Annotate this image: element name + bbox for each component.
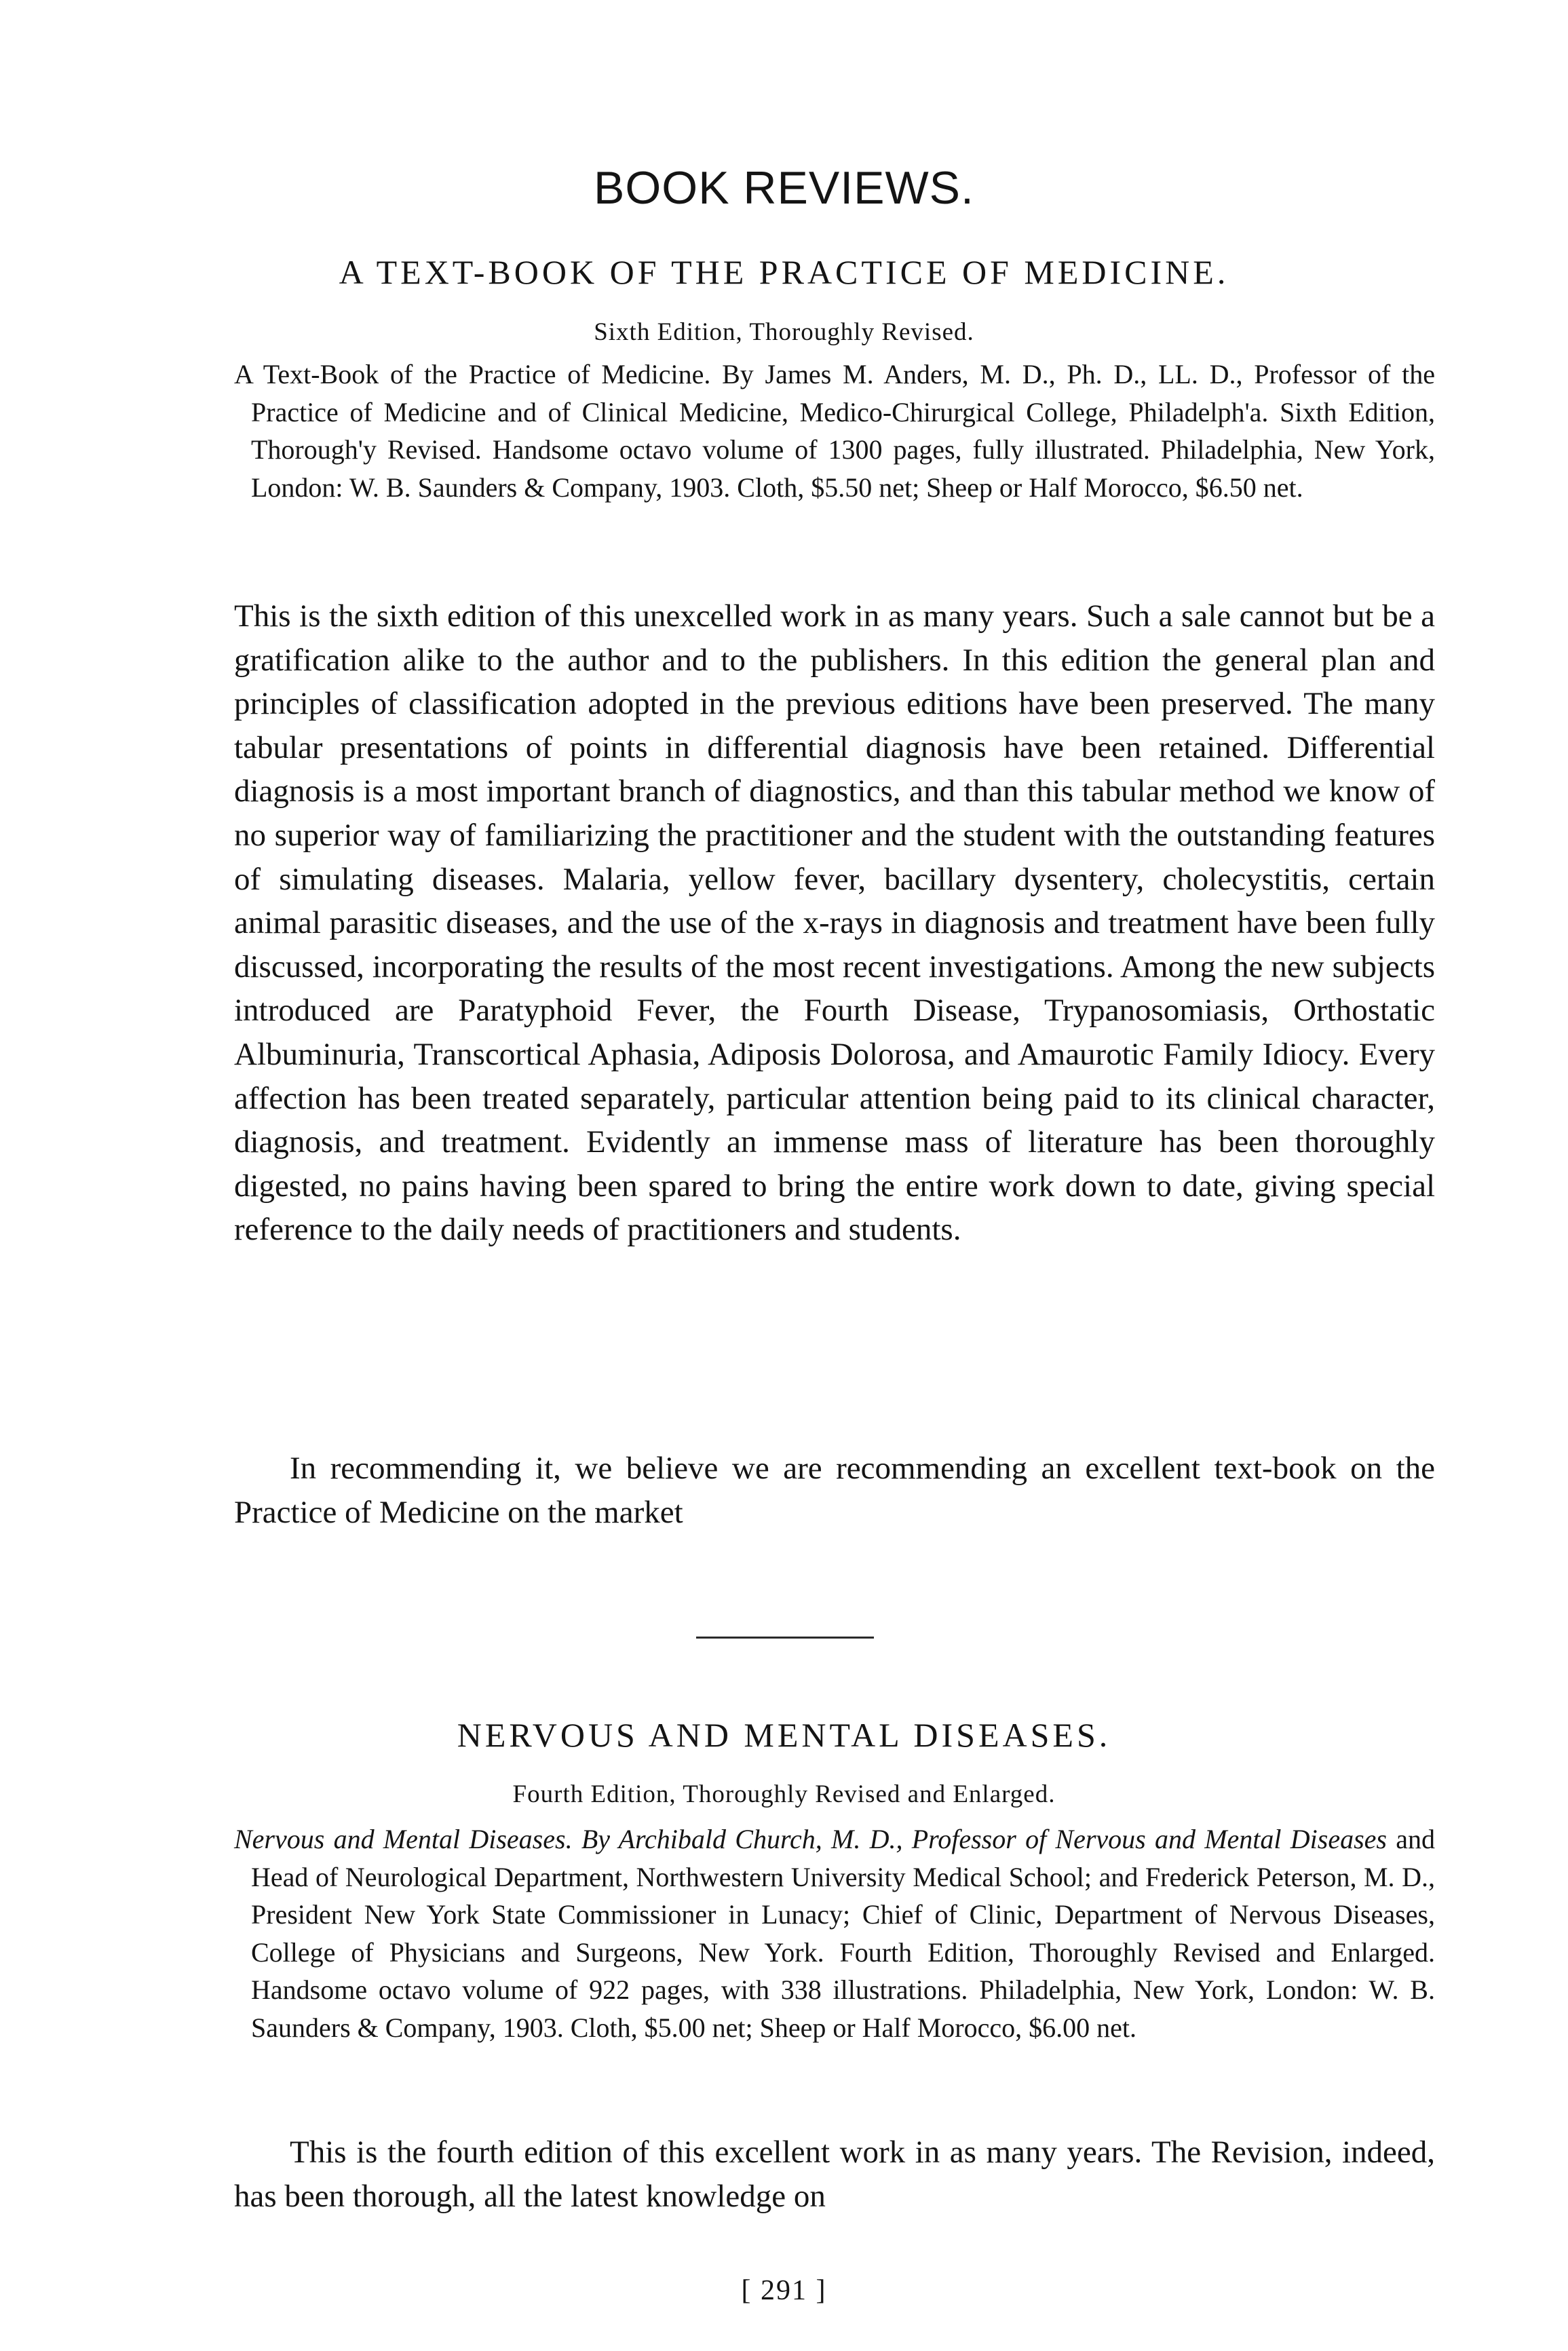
review-paragraph: In recommending it, we believe we are recommending an excellent text-book on the Practice of Medicine on the market: [234, 1451, 1435, 1530]
cited-book-title: A Text-Book of the Practice of Medicine.: [234, 359, 711, 389]
book-citation: [234, 1820, 1435, 2046]
review-paragraph: This is the fourth edition of this excellent work in as many years. The Revision, indeed, has been thorough, all the latest knowledge on: [234, 2135, 1435, 2214]
review-title: A TEXT-BOOK OF THE PRACTICE OF MEDICINE.: [339, 253, 1229, 291]
page-number: [ 291 ]: [741, 2275, 827, 2306]
cited-book-title: Nervous and Mental Diseases.: [234, 1824, 573, 1854]
section-divider: [696, 1637, 874, 1639]
edition-note: Sixth Edition, Thoroughly Revised.: [594, 318, 974, 346]
citation-details: and Head of Neurological Department, Northwestern University Medical School; and Frederick Peterson, M. D., President New York State Commissioner in Lunacy; Chief of Clinic, Department of Nervous Diseases, College of Physicians and Surgeons, New York. Fourth Edition, Thoroughly Revised and Enlarged. Handsome octavo volume of 922 pages, with 338 illustrations. Philadelphia, New York, London: W. B. Saunders & Company, 1903. Cloth, $5.00 net; Sheep or Half Morocco, $6.00 net.: [251, 1824, 1435, 2043]
citation-details: By James M. Anders, M. D., Ph. D., LL. D., Professor of the Practice of Medicine and of Clinical Medicine, Medico-Chirurgical College, Philadelph'a. Sixth Edition, Thorough'y Revised. Handsome octavo volume of 1300 pages, fully illustrated. Philadelphia, New York, London: W. B. Saunders & Company, 1903. Cloth, $5.50 net; Sheep or Half Morocco, $6.50 net.: [251, 359, 1435, 503]
review-title: NERVOUS AND MENTAL DISEASES.: [457, 1716, 1111, 1754]
review-paragraph: This is the sixth edition of this unexcelled work in as many years. Such a sale cannot but be a gratification alike to the author and to the publishers. In this edition the general plan and principles of classification adopted in the previous editions have been preserved. The many tabular presentations of points in differential diagnosis have been retained. Differential diagnosis is a most important branch of diagnostics, and than this tabular method we know of no superior way of familiarizing the practitioner and the student with the outstanding features of simulating diseases. Malaria, yellow fever, bacillary dysentery, cholecystitis, certain animal parasitic diseases, and the use of the x-rays in diagnosis and treatment have been fully discussed, incorporating the results of the most recent investigations. Among the new subjects introduced are Paratyphoid Fever, the Fourth Disease, Trypanosomiasis, Orthostatic Albuminuria, Transcortical Aphasia, Adiposis Dolorosa, and Amaurotic Family Idiocy. Every affection has been treated separately, particular attention being paid to its clinical character, diagnosis, and treatment. Evidently an immense mass of literature has been thoroughly digested, no pains having been spared to bring the entire work down to date, giving special reference to the daily needs of practitioners and students.: [234, 598, 1435, 1248]
running-head: BOOK REVIEWS.: [594, 162, 974, 214]
edition-note: Fourth Edition, Thoroughly Revised and Enlarged.: [512, 1780, 1056, 1808]
citation-author: By Archibald Church, M. D., Professor of Nervous and Mental Diseases: [572, 1824, 1387, 1854]
book-citation: [234, 356, 1435, 506]
